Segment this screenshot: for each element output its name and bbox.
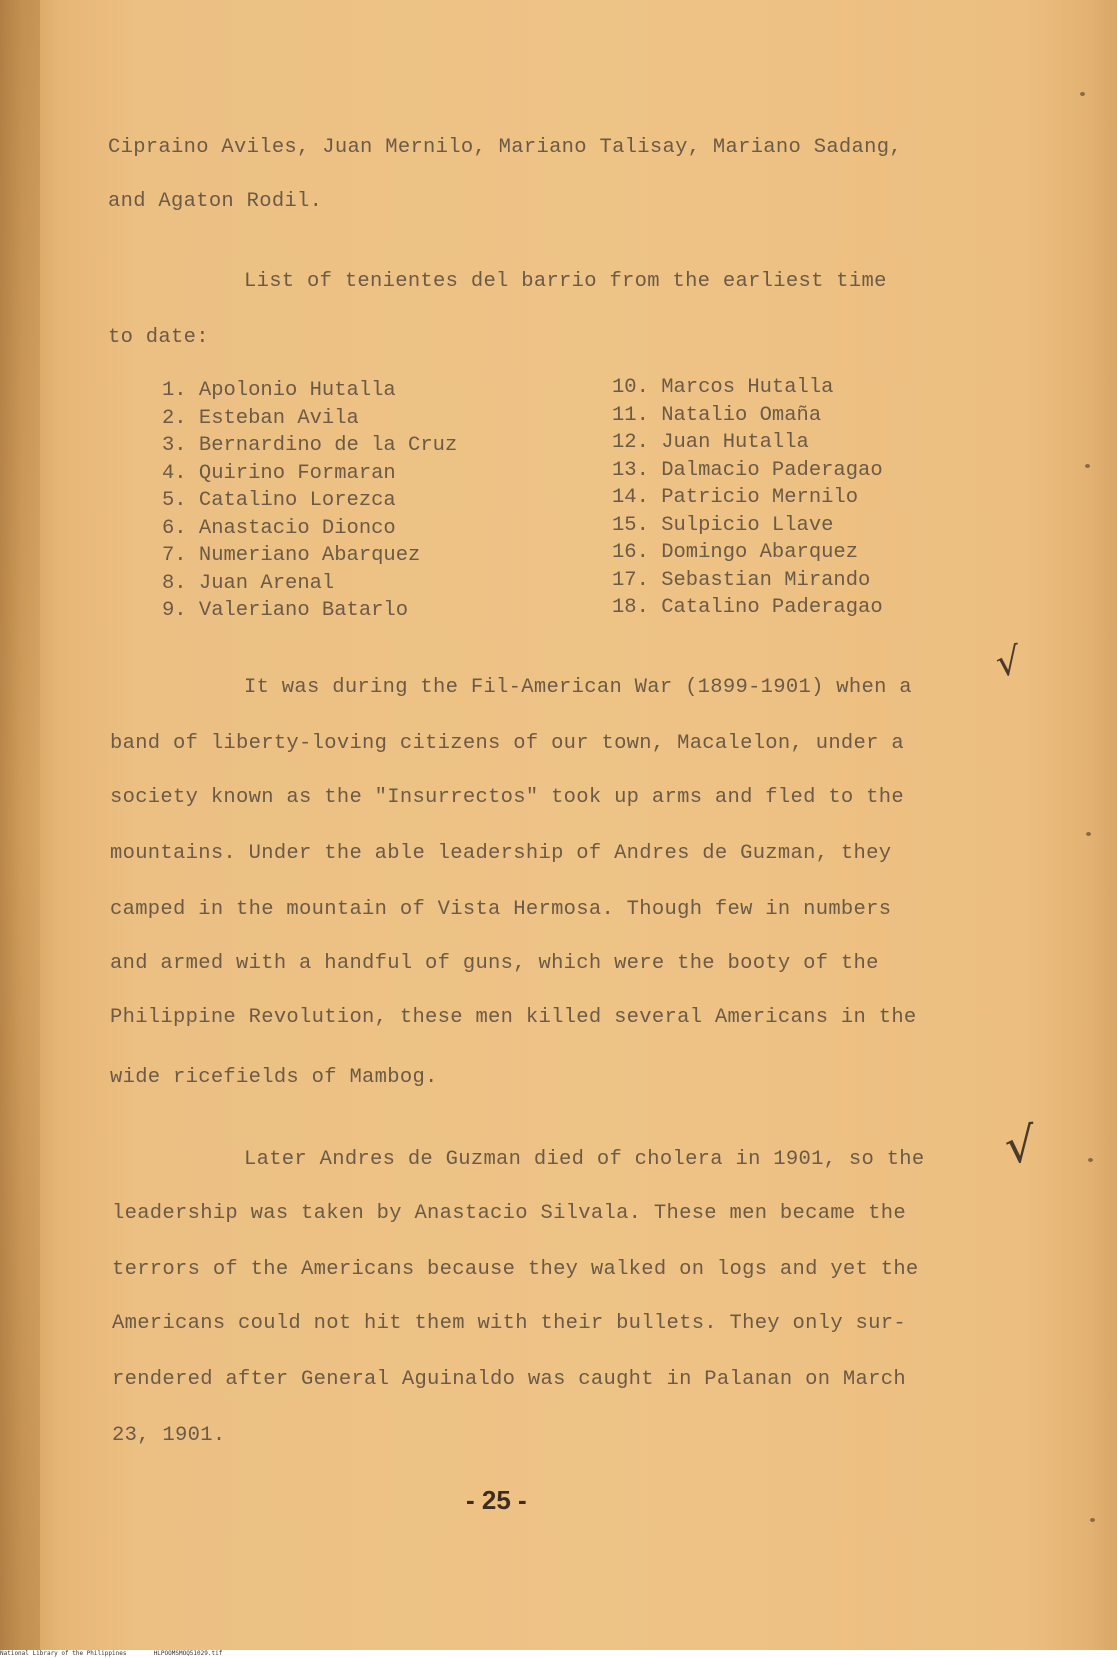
intro-line-2: and Agaton Rodil. (108, 190, 323, 213)
paragraph-2-line-4: Americans could not hit them with their bullets. They only sur- (112, 1312, 906, 1335)
list-item: 15. Sulpicio Llave (612, 513, 834, 537)
check-mark-2: √ (1002, 1116, 1039, 1176)
paragraph-1-line-3: society known as the "Insurrectos" took up arms and fled to the (110, 786, 904, 809)
tenientes-list-right (612, 374, 883, 622)
paragraph-2-line-6: 23, 1901. (112, 1424, 226, 1447)
paragraph-2-line-3: terrors of the Americans because they walked on logs and yet the (112, 1258, 919, 1281)
list-item: 3. Bernardino de la Cruz (162, 434, 458, 457)
list-heading-line-1: List of tenientes del barrio from the earliest time (244, 270, 887, 293)
margin-speck (1085, 464, 1090, 468)
scan-footer (0, 1650, 1117, 1658)
paragraph-2-line-5: rendered after General Aguinaldo was caught in Palanan on March (112, 1368, 906, 1391)
page-edge-stain (0, 0, 40, 1650)
list-item: 6. Anastacio Dionco (162, 516, 396, 540)
list-item: 5. Catalino Lorezca (162, 489, 396, 512)
paragraph-1-line-6: and armed with a handful of guns, which were the booty of the (110, 952, 879, 975)
list-item: 8. Juan Arenal (162, 571, 335, 595)
margin-speck (1090, 1518, 1095, 1522)
list-item: 14. Patricio Mernilo (612, 486, 859, 509)
tenientes-list-left (162, 377, 457, 625)
list-item: 1. Apolonio Hutalla (162, 379, 396, 402)
list-item: 16. Domingo Abarquez (612, 541, 859, 564)
paragraph-1-line-4: mountains. Under the able leadership of Andres de Guzman, they (110, 842, 892, 865)
margin-speck (1088, 1158, 1093, 1162)
list-heading-line-2: to date: (108, 326, 209, 349)
paragraph-1-line-7: Philippine Revolution, these men killed several Americans in the (110, 1006, 917, 1029)
list-item: 13. Dalmacio Paderagao (612, 458, 883, 482)
intro-line-1: Cipraino Aviles, Juan Mernilo, Mariano Talisay, Mariano Sadang, (108, 136, 902, 159)
check-mark-1: √ (993, 638, 1024, 686)
paragraph-2-line-2: leadership was taken by Anastacio Silvala. These men became the (112, 1202, 906, 1225)
list-item: 10. Marcos Hutalla (612, 376, 834, 399)
list-item: 11. Natalio Omaña (612, 403, 822, 427)
list-item: 7. Numeriano Abarquez (162, 544, 421, 567)
paragraph-2-line-1: Later Andres de Guzman died of cholera in 1901, so the (244, 1148, 925, 1171)
paragraph-1-line-5: camped in the mountain of Vista Hermosa. Though few in numbers (110, 898, 892, 921)
list-item: 18. Catalino Paderagao (612, 596, 883, 619)
paragraph-1-line-1: It was during the Fil-American War (1899-1901) when a (244, 676, 912, 699)
list-item: 17. Sebastian Mirando (612, 568, 871, 592)
paragraph-1-line-2: band of liberty-loving citizens of our town, Macalelon, under a (110, 732, 904, 755)
footer-library: National Library of the Philippines (0, 1650, 127, 1657)
paragraph-1-line-8: wide ricefields of Mambog. (110, 1066, 438, 1089)
footer-file-id: HLPOOMSMOQ51029.tif (153, 1650, 223, 1657)
margin-speck (1080, 92, 1085, 96)
list-item: 4. Quirino Formaran (162, 461, 396, 485)
list-item: 2. Esteban Avila (162, 406, 359, 430)
page-number: - 25 - (466, 1485, 527, 1515)
list-item: 9. Valeriano Batarlo (162, 599, 409, 622)
list-item: 12. Juan Hutalla (612, 431, 809, 454)
margin-speck (1086, 832, 1091, 836)
